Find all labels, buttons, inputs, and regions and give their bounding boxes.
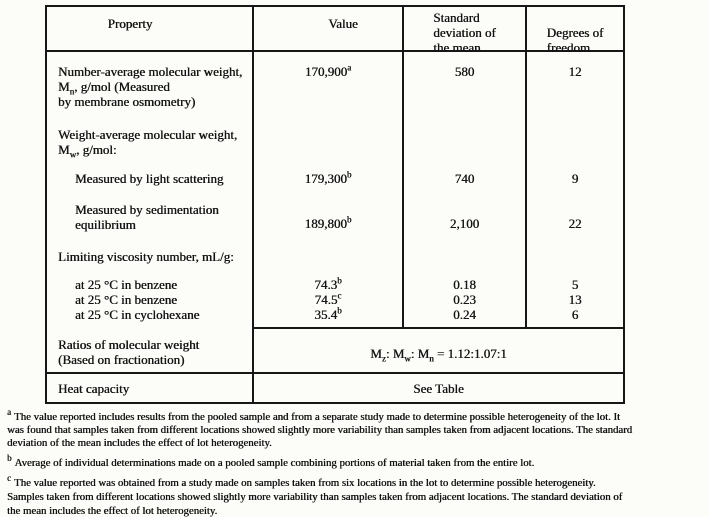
row-benzene1-dof: 5 — [571, 277, 579, 292]
row-heat-capacity-value: See Table — [413, 381, 464, 396]
footnote-ref-a: a — [347, 62, 352, 73]
subscript-n: n — [69, 86, 75, 97]
row-light-scattering-label: Measured by light scattering — [75, 171, 224, 186]
row-benzene1-label: at 25 °C in benzene — [75, 277, 177, 292]
row-light-scattering-dof: 9 — [571, 171, 579, 186]
footnote-ref-b: b — [337, 275, 342, 286]
header-std-label: Standard deviation of the mean — [433, 10, 496, 55]
row-sedimentation-std: 2,100 — [449, 216, 480, 231]
footnote-ref-c: c — [337, 290, 342, 301]
row-benzene1-std: 0.18 — [453, 277, 476, 292]
row-benzene2-std: 0.23 — [453, 292, 476, 307]
subscript-w: w — [404, 353, 411, 364]
row-sedimentation-value: 189,800$^b$ — [304, 214, 352, 231]
row-cyclohexane-label: at 25 °C in cyclohexane — [75, 307, 200, 322]
row-sedimentation-dof: 22 — [568, 216, 582, 231]
header-value-label: Value — [328, 16, 358, 31]
table-divider-above-heat — [45, 372, 625, 374]
footnote-c: $^c$ The value reported was obtained from a study made on samples taken from six locations in the lot to determine possible heterogeneity. Samples taken from different locations showed slightly more variability than samples taken from adjacent locations. The standard deviation of the mean includes the effect of lot heterogeneity. — [7, 473, 623, 517]
row-benzene2-value: 74.5$^c$ — [314, 290, 342, 307]
footnote-ref-b: b — [346, 169, 352, 180]
header-cell-property — [45, 16, 215, 31]
header-cell-std-deviation — [403, 10, 526, 55]
header-dof-label: Degrees of freedom — [546, 25, 604, 55]
subscript-z: z — [381, 353, 386, 364]
footnote-b: $^b$ Average of individual determinations made on a pooled sample combining portions of material taken from the entire lot. — [7, 453, 535, 469]
footnote-marker-b: b — [7, 453, 12, 464]
row-benzene1-value: 74.3$^b$ — [314, 275, 342, 292]
row-ratios-label: Ratios of molecular weight (Based on fractionation) — [58, 337, 200, 367]
row-light-scattering-std: 740 — [454, 171, 475, 186]
row-mn-dof: 12 — [568, 64, 582, 79]
row-mn-value: 170,900$^a$ — [304, 62, 352, 79]
row-light-scattering-value: 179,300$^b$ — [304, 169, 352, 186]
table-border-top — [45, 5, 625, 7]
row-mn-property: Number-average molecular weight, $M_n$, g/mol (Measured by membrane osmometry) — [58, 64, 243, 109]
row-viscosity-heading: Limiting viscosity number, mL/g: — [58, 249, 234, 264]
header-cell-value — [268, 16, 418, 31]
row-benzene2-label: at 25 °C in benzene — [75, 292, 177, 307]
footnote-marker-a: a — [7, 407, 11, 418]
row-heat-capacity-label: Heat capacity — [58, 381, 130, 396]
row-ratios-value: $M_z$: $M_w$: $M_n$ = 1.12:1.07:1 — [370, 346, 507, 364]
footnote-ref-b: b — [346, 214, 352, 225]
row-sedimentation-label: Measured by sedimentation equilibrium — [75, 202, 219, 232]
row-benzene2-dof: 13 — [568, 292, 582, 307]
subscript-n: n — [429, 353, 434, 364]
table-border-bottom — [45, 402, 625, 404]
row-mw-heading: Weight-average molecular weight, $M_w$, g/mol: — [58, 127, 238, 160]
header-cell-degrees-freedom — [526, 25, 624, 55]
header-property-label: Property — [107, 16, 153, 31]
row-mn-std: 580 — [454, 64, 475, 79]
footnote-ref-b: b — [337, 305, 342, 316]
footnote-marker-c: c — [7, 473, 11, 484]
table-divider-above-ratios — [252, 327, 625, 329]
table-border-left — [45, 5, 47, 404]
footnote-a: $^a$ The value reported includes results from the pooled sample and from a separate study made to determine possible heterogeneity of the lot. It was found that samples taken from different locations showed slightly more variability than samples taken from adjacent locations. The standard deviation of the mean includes the effect of lot heterogeneity. — [7, 407, 633, 449]
row-cyclohexane-std: 0.24 — [453, 307, 476, 322]
row-cyclohexane-dof: 6 — [571, 307, 579, 322]
subscript-w: w — [69, 149, 77, 160]
row-cyclohexane-value: 35.4$^b$ — [314, 305, 342, 322]
